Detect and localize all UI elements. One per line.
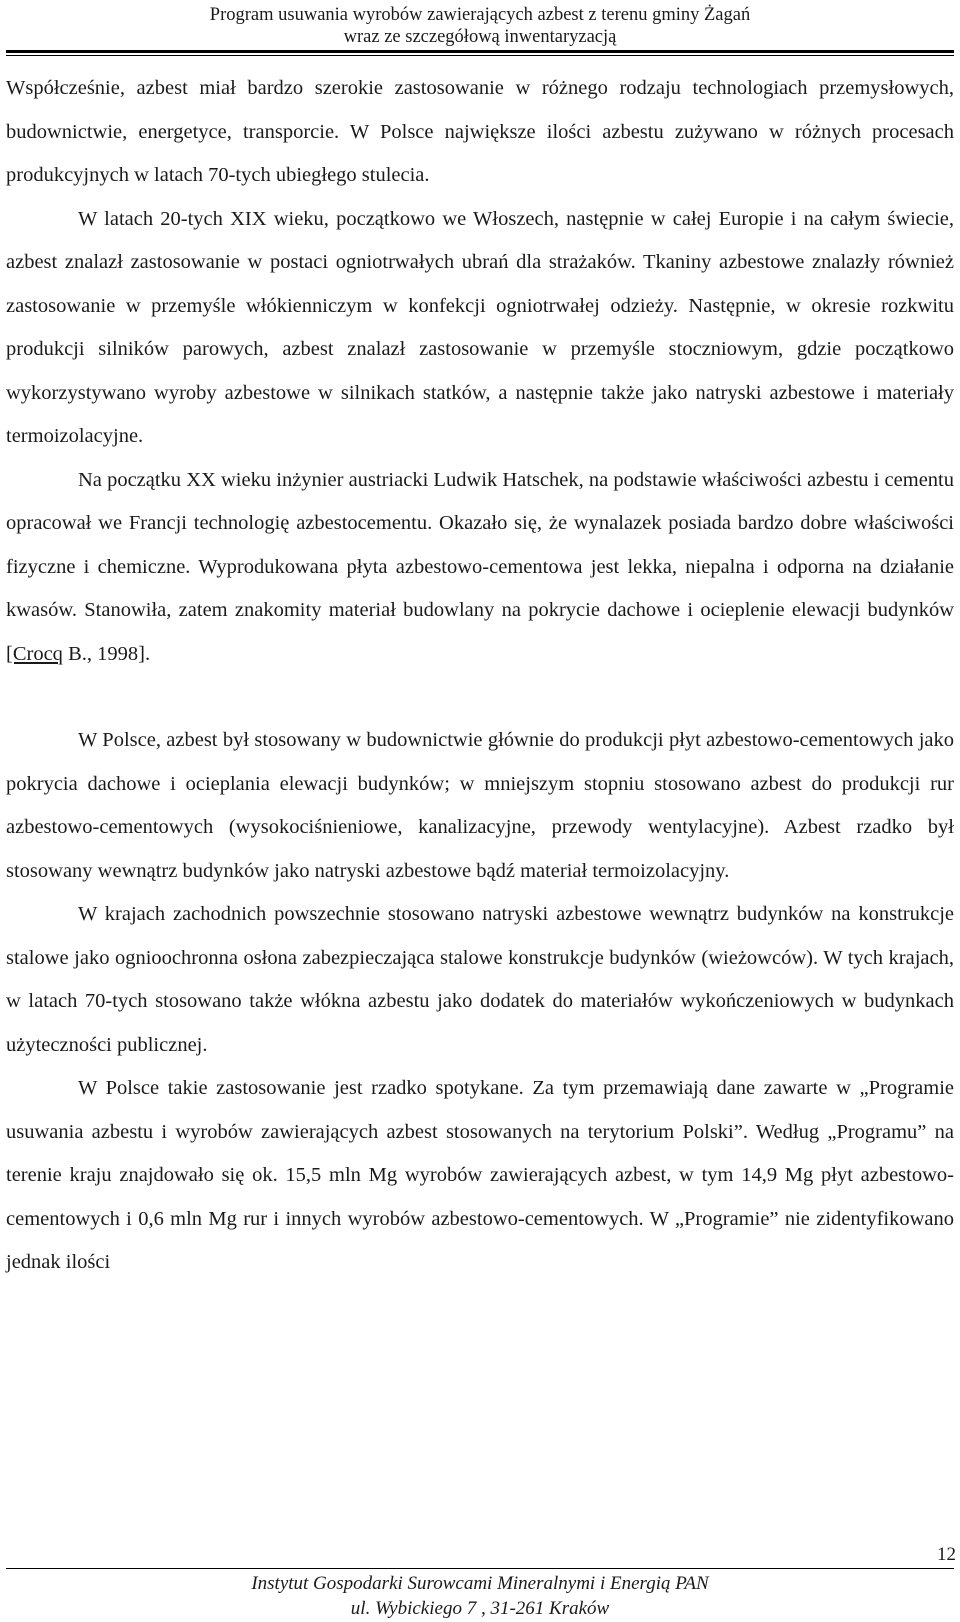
- header-title: Program usuwania wyrobów zawierających azbest z terenu gminy Żagań: [209, 5, 751, 25]
- paragraph-6: W Polsce takie zastosowanie jest rzadko spotykane. Za tym przemawiają dane zawarte w „Programie usuwania azbestu i wyrobów zawierających azbest stosowanych na terytorium Polski”. Według „Programu” na terenie kraju znajdowało się ok. 15,5 mln Mg wyrobów zawierających azbest, w tym 14,9 Mg płyt azbestowo-cementowych i 0,6 mln Mg rur i innych wyrobów azbestowo-cementowych. W „Programie” nie zidentyfikowano jednak ilości: [6, 1077, 954, 1273]
- paragraph-3: [6, 459, 954, 677]
- header-divider: [6, 50, 954, 53]
- header-subtitle: wraz ze szczegółową inwentaryzacją: [343, 27, 617, 47]
- paragraph-3-text: Na początku XX wieku inżynier austriacki Ludwik Hatschek, na podstawie właściwości azbestu i cementu opracował we Francji technologię azbestocementu. Okazało się, że wynalazek posiada bardzo dobre właściwości fizyczne i chemiczne. Wyprodukowana płyta azbestowo-cementowa jest lekka, niepalna i odporna na działanie kwasów. Stanowiła, zatem znakomity materiał budowlany na pokrycie dachowe i ocieplenie elewacji budynków: [6, 468, 954, 621]
- footer-divider: [6, 1568, 954, 1569]
- footer-institution: Instytut Gospodarki Surowcami Mineralnymi i Energią PAN: [251, 1573, 709, 1594]
- paragraph-5: W krajach zachodnich powszechnie stosowano natryski azbestowe wewnątrz budynków na konstrukcje stalowe jako ognioochronna osłona zabezpieczająca stalowe konstrukcje budynków (wieżowców). W tych krajach, w latach 70-tych stosowano także włókna azbestu jako dodatek do materiałów wykończeniowych w budynkach użyteczności publicznej.: [6, 903, 954, 1056]
- citation-link[interactable]: [Crocq: [6, 642, 63, 665]
- paragraph-1: Współcześnie, azbest miał bardzo szerokie zastosowanie w różnego rodzaju technologiach przemysłowych, budownictwie, energetyce, transporcie. W Polsce największe ilości azbestu zużywano w różnych procesach produkcyjnych w latach 70-tych ubiegłego stulecia.: [6, 77, 954, 186]
- paragraph-2: W latach 20-tych XIX wieku, początkowo we Włoszech, następnie w całej Europie i na całym świecie, azbest znalazł zastosowanie w postaci ogniotrwałych ubrań dla strażaków. Tkaniny azbestowe znalazły również zastosowanie w przemyśle włókienniczym w konfekcji ogniotrwałej odzieży. Następnie, w okresie rozkwitu produkcji silników parowych, azbest znalazł zastosowanie w przemyśle stoczniowym, gdzie początkowo wykorzystywano wyroby azbestowe w silnikach statków, a następnie także jako natryski azbestowe i materiały termoizolacyjne.: [6, 207, 954, 447]
- page-number: 12: [937, 1544, 956, 1565]
- page-footer: [0, 1571, 960, 1621]
- citation-tail: B., 1998].: [62, 642, 151, 665]
- document-body: [6, 67, 954, 1285]
- paragraph-4: W Polsce, azbest był stosowany w budownictwie głównie do produkcji płyt azbestowo-cementowych jako pokrycia dachowe i ocieplania elewacji budynków; w mniejszym stopniu stosowano azbest do produkcji rur azbestowo-cementowych (wysokociśnieniowe, kanalizacyjne, przewody wentylacyjne). Azbest rzadko był stosowany wewnątrz budynków jako natryski azbestowe bądź materiał termoizolacyjny.: [6, 729, 954, 882]
- footer-address: ul. Wybickiego 7 , 31-261 Kraków: [350, 1598, 610, 1619]
- page-header: [0, 4, 960, 48]
